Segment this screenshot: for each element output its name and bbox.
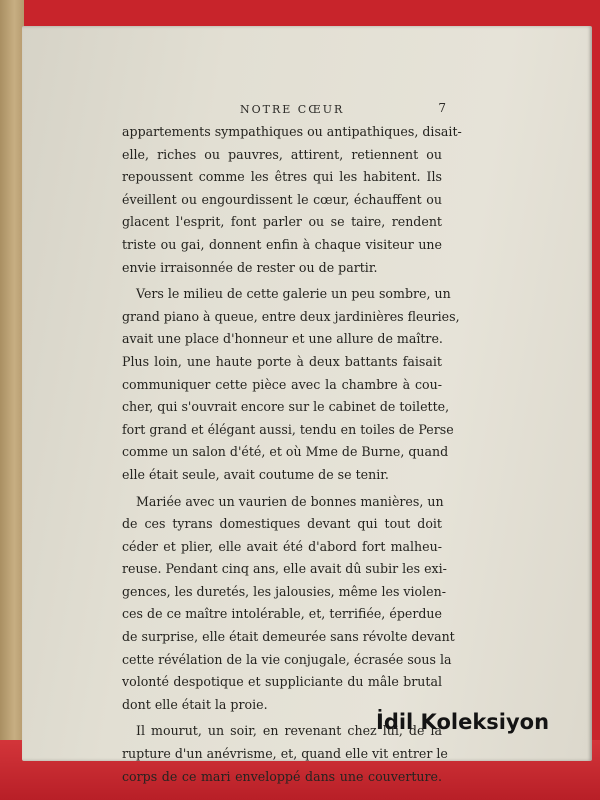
text-line: elle était seule, avait coutume de se tenir.: [122, 466, 389, 482]
text-line: Plus loin, une haute porte à deux battants faisait: [122, 353, 442, 369]
text-line: cette révélation de la vie conjugale, écrasée sous la: [122, 651, 452, 667]
text-line: corps de ce mari enveloppé dans une couverture.: [122, 768, 442, 784]
text-line: triste ou gai, donnent enfin à chaque visiteur une: [122, 236, 442, 252]
text-line: de ces tyrans domestiques devant qui tout doit: [122, 516, 442, 532]
text-line: volonté despotique et suppliciante du mâle brutal: [122, 674, 442, 690]
text-line: avait une place d'honneur et une allure de maître.: [122, 331, 443, 347]
text-line: communiquer cette pièce avec la chambre à cou-: [122, 376, 442, 392]
paragraph-1: [122, 121, 462, 279]
book-cover-edge: [0, 0, 24, 770]
text-line: gences, les duretés, les jalousies, même les violen-: [122, 583, 446, 599]
collection-watermark: İdil Koleksiyon: [376, 710, 550, 734]
text-line: de surprise, elle était demeurée sans révolte devant: [122, 629, 455, 645]
body-text: [122, 121, 462, 788]
running-title: NOTRE CŒUR: [240, 103, 345, 116]
text-line: Vers le milieu de cette galerie un peu sombre, un: [136, 286, 451, 302]
text-line: Il mourut, un soir, en revenant chez lui, de la: [136, 723, 442, 739]
text-line: glacent l'esprit, font parler ou se taire, rendent: [122, 214, 442, 230]
text-line: cher, qui s'ouvrait encore sur le cabinet de toilette,: [122, 399, 450, 415]
text-line: céder et plier, elle avait été d'abord fort malheu-: [122, 538, 442, 554]
text-line: dont elle était la proie.: [122, 696, 268, 712]
text-line: repoussent comme les êtres qui les habitent. Ils: [122, 169, 442, 185]
text-line: ces de ce maître intolérable, et, terrifiée, éperdue: [122, 606, 442, 622]
text-line: Mariée avec un vaurien de bonnes manières, un: [136, 493, 444, 509]
paragraph-2: [122, 283, 460, 486]
page-number: 7: [438, 101, 446, 115]
paragraph-3: [122, 491, 455, 717]
text-line: appartements sympathiques ou antipathiques, disait-: [122, 124, 462, 139]
text-line: fort grand et élégant aussi, tendu en toiles de Perse: [122, 421, 454, 437]
text-line: elle, riches ou pauvres, attirent, retiennent ou: [122, 146, 442, 162]
text-line: envie irraisonnée de rester ou de partir.: [122, 259, 378, 275]
text-line: éveillent ou engourdissent le cœur, échauffent ou: [122, 191, 442, 207]
page-header: [240, 103, 446, 119]
text-line: reuse. Pendant cinq ans, elle avait dû subir les exi-: [122, 561, 447, 577]
text-line: grand piano à queue, entre deux jardinières fleuries,: [122, 308, 460, 324]
text-line: comme un salon d'été, et où Mme de Burne, quand: [122, 444, 449, 460]
text-line: rupture d'un anévrisme, et, quand elle vit entrer le: [122, 746, 448, 762]
